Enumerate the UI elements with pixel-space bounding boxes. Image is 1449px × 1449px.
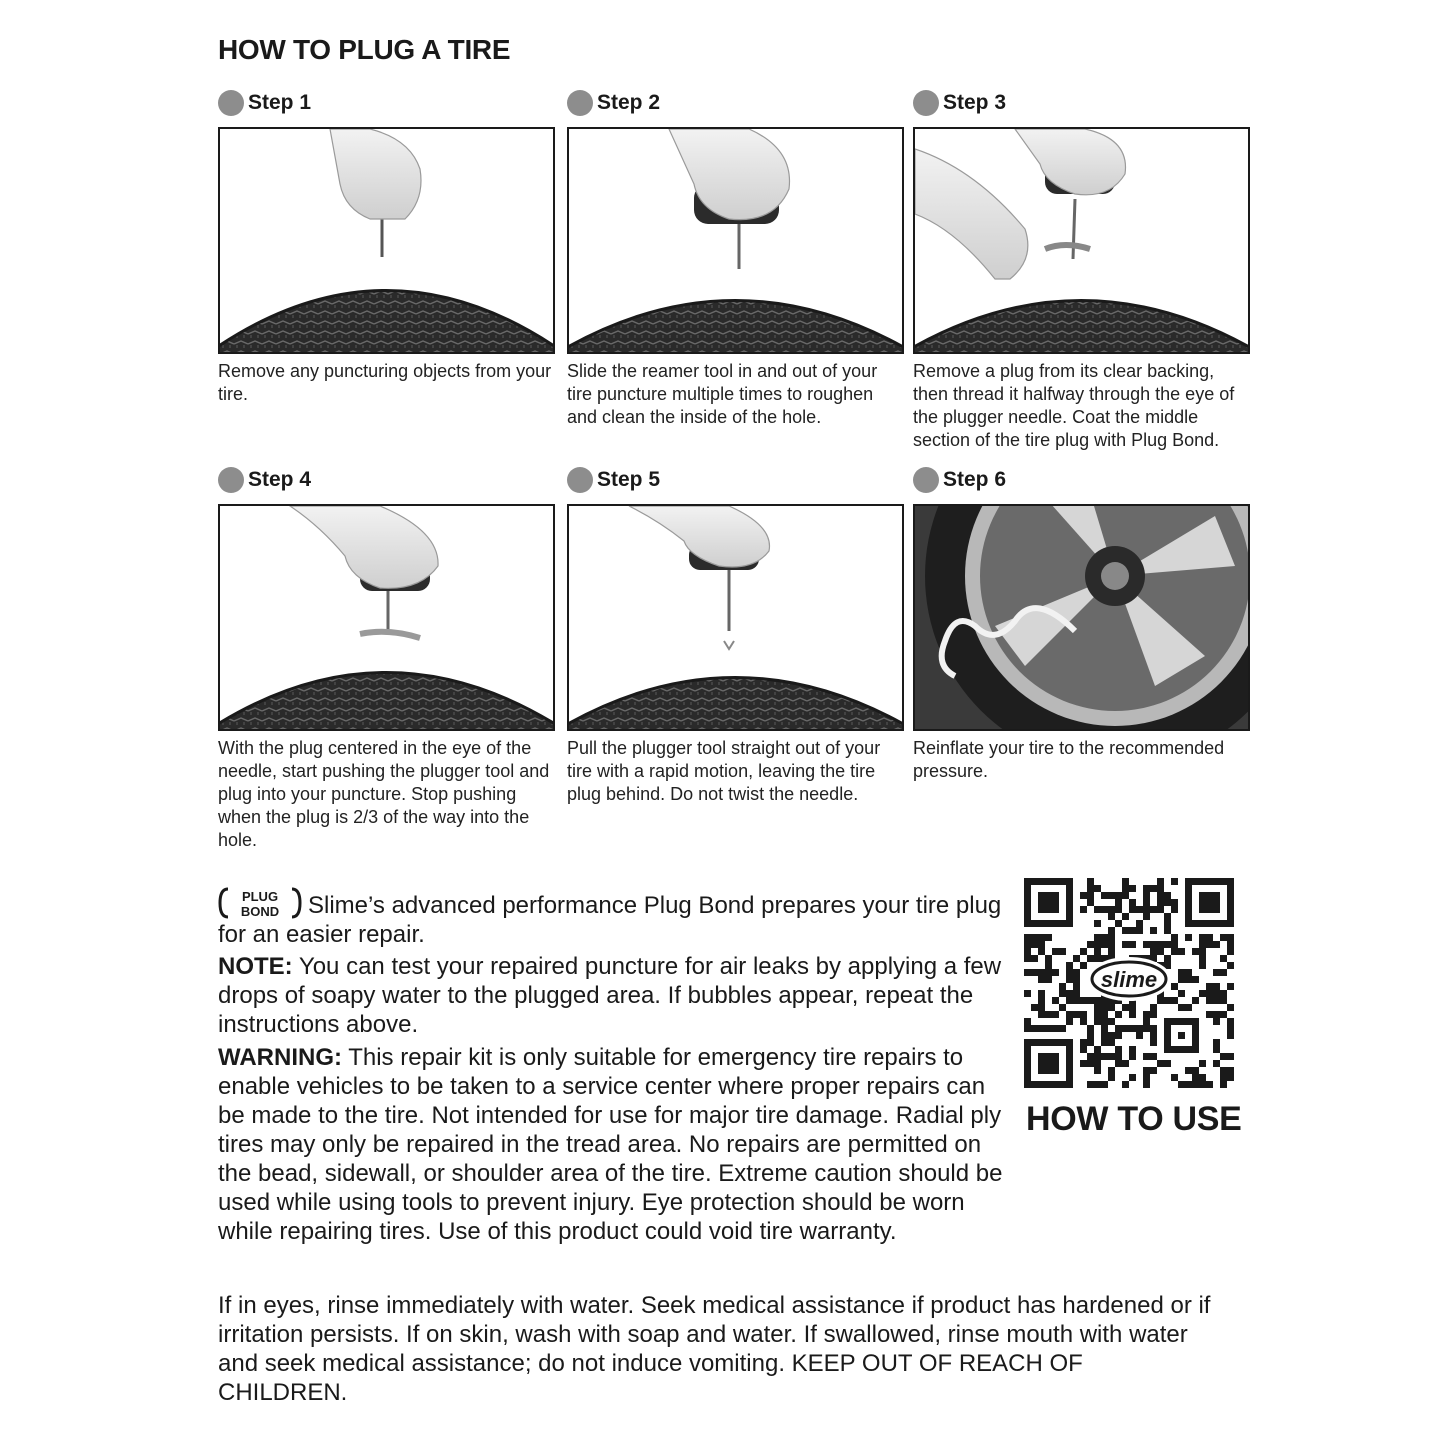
plugbond-text: Slime’s advanced performance Plug Bond prepares your tire plug for an easier repair. [218, 892, 1002, 948]
step-1-label: Step 1 [248, 91, 312, 114]
step-6-header [913, 465, 1251, 495]
step-bullet-icon [913, 90, 939, 116]
plugbond-logo-line1: PLUG [241, 889, 279, 904]
note-label: NOTE: [218, 953, 293, 980]
qr-finder-bottom-left [1024, 1039, 1073, 1088]
step-1-header [218, 88, 556, 118]
qr-code[interactable] [1024, 878, 1234, 1088]
step-2-label: Step 2 [597, 91, 661, 114]
qr-finder-top-left [1024, 878, 1073, 927]
step-1-photo [218, 127, 555, 354]
step-2 [567, 88, 905, 429]
step-bullet-icon [913, 467, 939, 493]
step-5 [567, 465, 905, 806]
step-6-label: Step 6 [943, 468, 1007, 491]
step-5-header [567, 465, 905, 495]
warning-label: WARNING: [218, 1044, 342, 1071]
step-4-caption: With the plug centered in the eye of the needle, start pushing the plugger tool and plug into your puncture. Stop pushing when the plug is 2/3 of the way into the hole. [218, 738, 550, 850]
how-to-use-label: HOW TO USE [1026, 1100, 1242, 1138]
step-5-photo [567, 504, 904, 731]
step-2-photo [567, 127, 904, 354]
step-bullet-icon [567, 467, 593, 493]
note-paragraph [218, 952, 1003, 1039]
qr-alignment-pattern [1164, 1018, 1199, 1053]
plugbond-logo-line2: BOND [240, 904, 280, 919]
step-1 [218, 88, 556, 406]
step-4-header [218, 465, 556, 495]
step-3-header [913, 88, 1251, 118]
step-bullet-icon [567, 90, 593, 116]
step-2-caption: Slide the reamer tool in and out of your tire puncture multiple times to roughen and clean the inside of the hole. [567, 361, 878, 427]
step-6-caption: Reinflate your tire to the recommended pressure. [913, 738, 1225, 781]
step-6-photo [913, 504, 1250, 731]
step-5-label: Step 5 [597, 468, 661, 491]
step-1-caption: Remove any puncturing objects from your tire. [218, 361, 552, 404]
step-5-caption: Pull the plugger tool straight out of your tire with a rapid motion, leaving the tire plug behind. Do not twist the needle. [567, 738, 881, 804]
qr-finder-top-right [1185, 878, 1234, 927]
step-3-caption: Remove a plug from its clear backing, then thread it halfway through the eye of the plugger needle. Coat the middle section of the tire plug with Plug Bond. [913, 361, 1235, 450]
note-text: You can test your repaired puncture for air leaks by applying a few drops of soapy water to the plugged area. If bubbles appear, repeat the instructions above. [218, 953, 1002, 1038]
step-4 [218, 465, 556, 852]
step-3 [913, 88, 1251, 452]
step-3-photo [913, 127, 1250, 354]
page-title: HOW TO PLUG A TIRE [218, 34, 511, 65]
step-4-photo [218, 504, 555, 731]
warning-text: This repair kit is only suitable for emergency tire repairs to enable vehicles to be taken to a service center where proper repairs can be made to the tire. Not intended for use for major tire damage. Radial ply tires may only be repaired in the tread area. No repairs are permitted on the bead, sidewall, or shoulder area of the tire. Extreme caution should be used while using tools to prevent injury. Eye protection should be worn while repairing tires. Use of this product could void tire warranty. [218, 1044, 1003, 1245]
warning-paragraph [218, 1043, 1003, 1246]
step-4-label: Step 4 [248, 468, 312, 491]
plugbond-paragraph [218, 887, 1003, 949]
slime-logo-text: slime [1100, 967, 1158, 992]
step-bullet-icon [218, 467, 244, 493]
plugbond-logo-icon [218, 887, 302, 919]
step-6 [913, 465, 1251, 783]
first-aid-paragraph: If in eyes, rinse immediately with water. Seek medical assistance if product has hardened or if irritation persists. If on skin, wash with soap and water. If swallowed, rinse mouth with water and seek medical assistance; do not induce vomiting. KEEP OUT OF REACH OF CHILDREN. [218, 1292, 1211, 1406]
step-2-header [567, 88, 905, 118]
step-3-label: Step 3 [943, 91, 1007, 114]
slime-logo [1087, 957, 1171, 1001]
step-bullet-icon [218, 90, 244, 116]
